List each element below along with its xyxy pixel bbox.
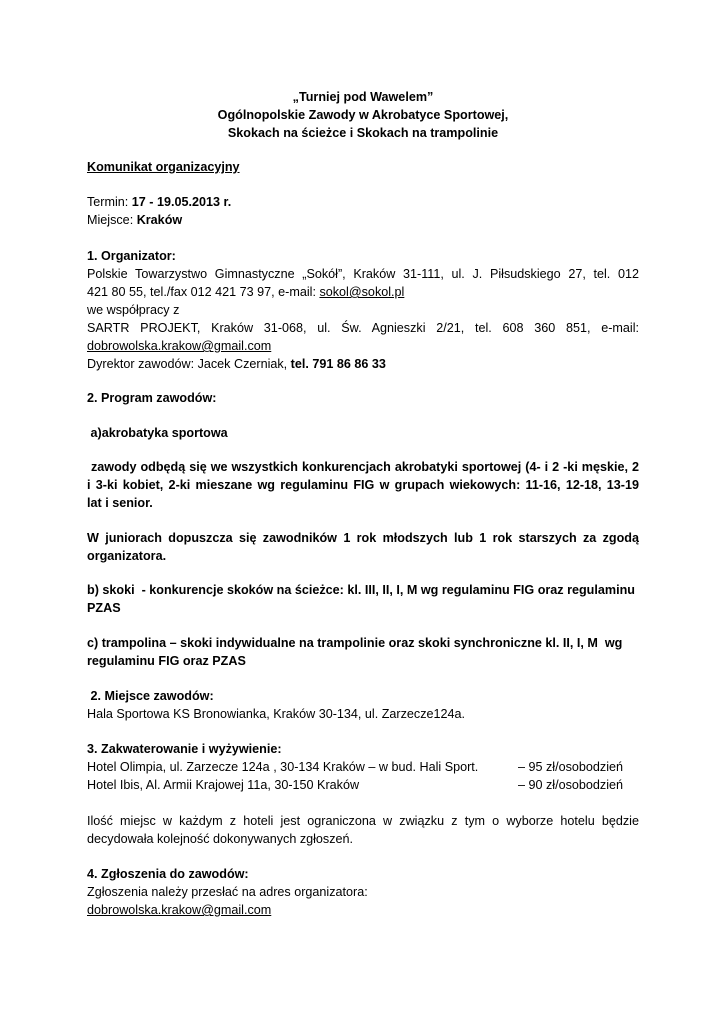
hotel-name: Hotel Olimpia, ul. Zarzecze 124a , 30-134 Kraków – w bud. Hali Sport. [87, 760, 479, 774]
juniors-line-2: organizatora. [87, 549, 167, 563]
registration-heading: 4. Zgłoszenia do zawodów: [87, 867, 249, 881]
trampoline-line-2: regulaminu FIG oraz PZAS [87, 654, 246, 668]
accommodation-heading: 3. Zakwaterowanie i wyżywienie: [87, 742, 282, 756]
organizer-line-4: SARTR PROJEKT, Kraków 31-068, ul. Św. Agnieszki 2/21, tel. 608 360 851, e-mail: [87, 321, 639, 335]
organizer-line-1: Polskie Towarzystwo Gimnastyczne „Sokół”, Kraków 31-111, ul. J. Piłsudskiego 27, tel. 012 [87, 267, 639, 281]
registration-email-link[interactable]: dobrowolska.krakow@gmail.com [87, 903, 272, 917]
acrobatics-line-1: zawody odbędą się we wszystkich konkurencjach akrobatyki sportowej (4- i 2 -ki męskie, 2 [87, 460, 639, 474]
sokol-email-link[interactable]: sokol@sokol.pl [319, 285, 405, 299]
organizer-line-2-text: 421 80 55, tel./fax 012 421 73 97, e-mail: [87, 285, 320, 299]
hotel-price: – 90 zł/osobodzień [518, 778, 624, 792]
organizer-heading: 1. Organizator: [87, 249, 176, 263]
place-row [87, 211, 182, 229]
jumps-line-2: PZAS [87, 601, 121, 615]
hotel-name: Hotel Ibis, Al. Armii Krajowej 11a, 30-150 Kraków [87, 778, 360, 792]
title-line-3: Skokach na ścieżce i Skokach na trampolinie [227, 126, 499, 140]
venue-heading: 2. Miejsce zawodów: [87, 689, 214, 703]
hotel-row [87, 758, 639, 776]
communique-title: Komunikat organizacyjny [87, 160, 240, 174]
venue-text: Hala Sportowa KS Bronowianka, Kraków 30-134, ul. Zarzecze124a. [87, 707, 466, 721]
registration-text: Zgłoszenia należy przesłać na adres organizatora: [87, 885, 368, 899]
term-label: Termin: [87, 195, 132, 209]
term-row [87, 193, 231, 211]
place-value: Kraków [136, 213, 183, 227]
program-heading: 2. Program zawodów: [87, 391, 217, 405]
place-label: Miejsce: [87, 213, 137, 227]
sartr-email-link[interactable]: dobrowolska.krakow@gmail.com [87, 339, 272, 353]
title-line-1: „Turniej pod Wawelem” [292, 90, 434, 104]
hotel-note-line-2: decydowała kolejność dokonywanych zgłoszeń. [87, 832, 354, 846]
director-row [87, 355, 386, 373]
jumps-line-1: b) skoki - konkurencje skoków na ścieżce: kl. III, II, I, M wg regulaminu FIG oraz regulaminu [87, 583, 635, 597]
acrobatics-heading: a)akrobatyka sportowa [87, 426, 228, 440]
director-phone: tel. 791 86 86 33 [290, 357, 386, 371]
juniors-line-1: W juniorach dopuszcza się zawodników 1 rok młodszych lub 1 rok starszych za zgodą [87, 531, 639, 545]
title-line-2: Ogólnopolskie Zawody w Akrobatyce Sportowej, [217, 108, 509, 122]
acrobatics-line-3: lat i senior. [87, 496, 153, 510]
hotel-row [87, 776, 639, 794]
term-value: 17 - 19.05.2013 r. [131, 195, 232, 209]
organizer-line-2 [87, 283, 404, 301]
organizer-line-3: we współpracy z [87, 303, 180, 317]
hotel-note-line-1: Ilość miejsc w każdym z hoteli jest ograniczona w związku z tym o wyborze hotelu będzie [87, 814, 639, 828]
director-label: Dyrektor zawodów: Jacek Czerniak, [87, 357, 291, 371]
hotel-price: – 95 zł/osobodzień [518, 760, 624, 774]
acrobatics-line-2: i 3-ki kobiet, 2-ki mieszane wg regulaminu FIG w grupach wiekowych: 11-16, 12-18, 13-19 [87, 478, 639, 492]
trampoline-line-1: c) trampolina – skoki indywidualne na trampolinie oraz skoki synchroniczne kl. II, I, M wg [87, 636, 623, 650]
